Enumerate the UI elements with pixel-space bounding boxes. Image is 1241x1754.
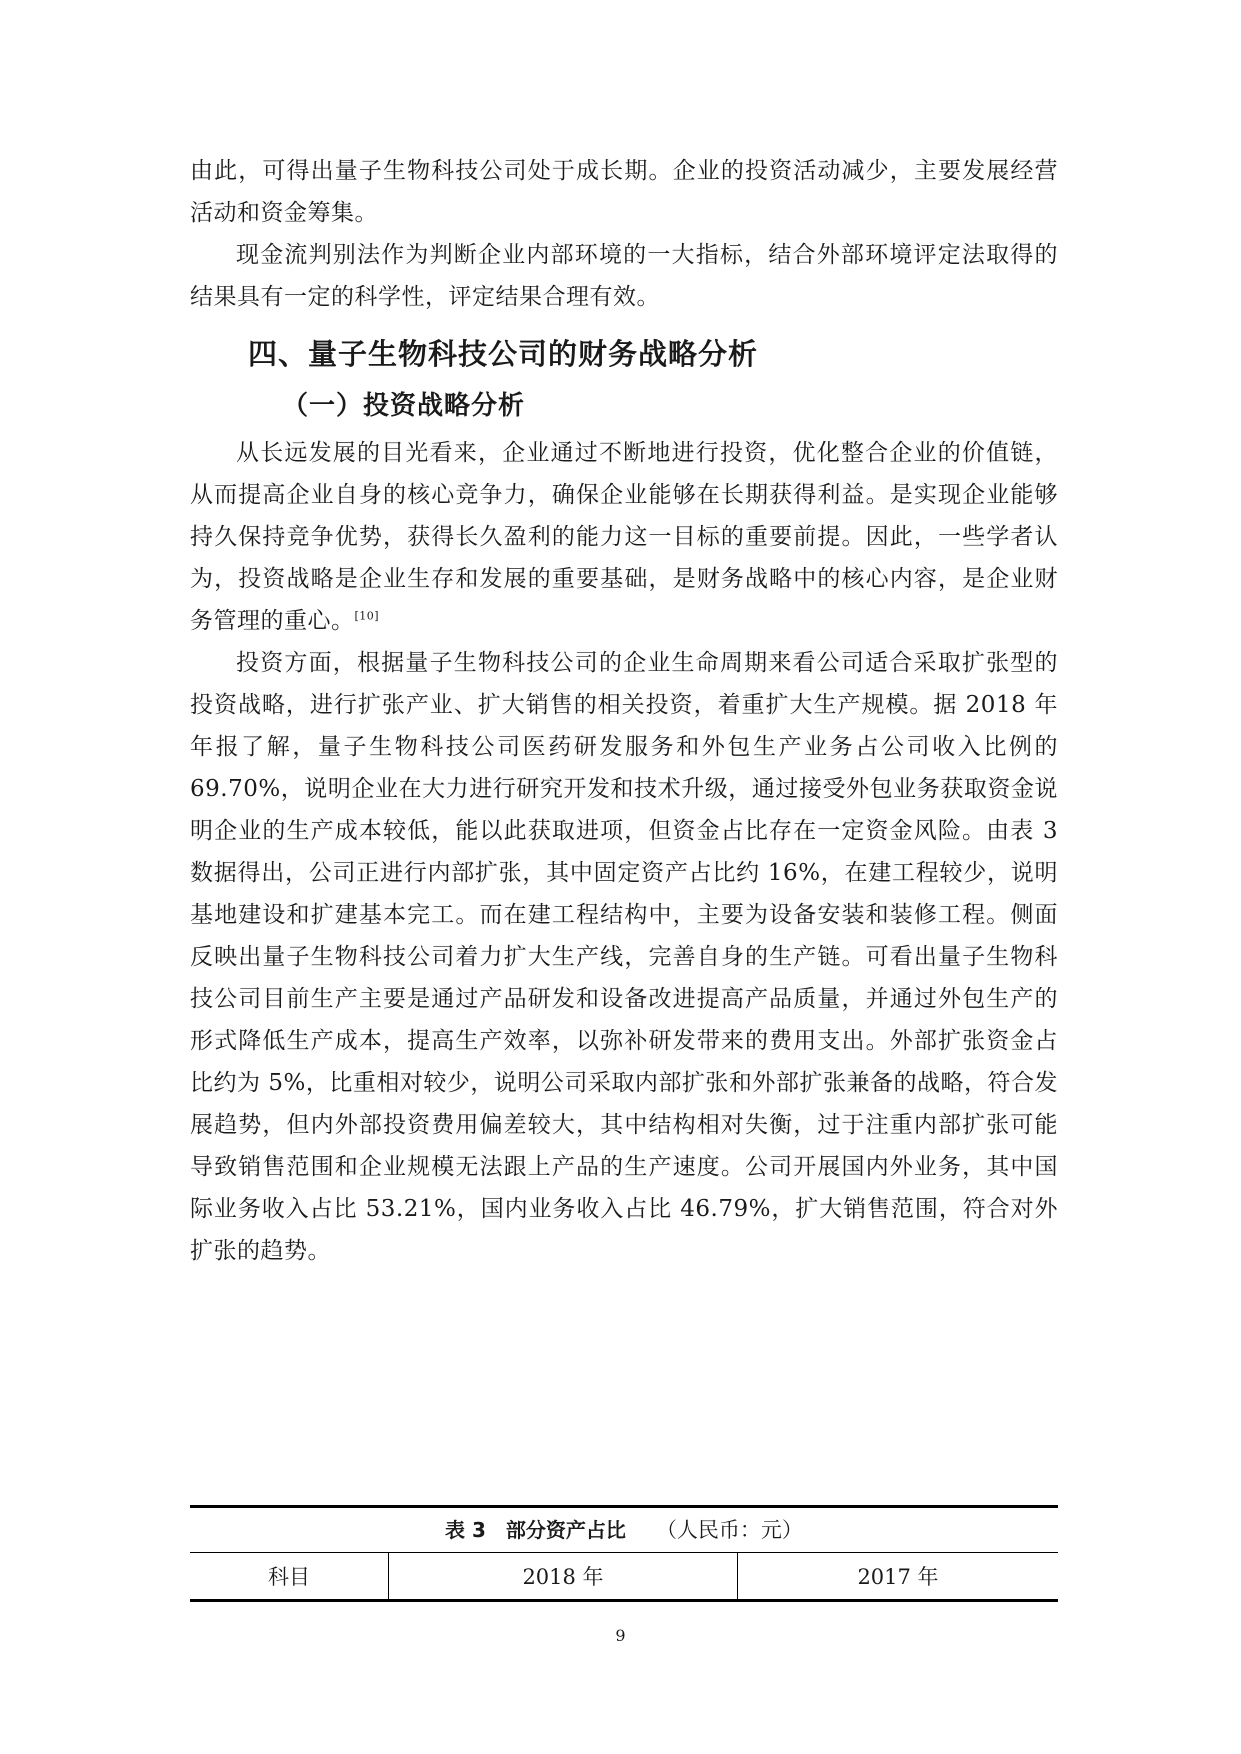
subsection-heading: （一）投资战略分析 [282,391,526,421]
table-grid [190,1553,1058,1602]
table-header-subject: 科目 [190,1553,389,1601]
table-caption-unit: （人民币：元） [655,1518,803,1542]
asset-ratio-table [190,1505,1058,1602]
paragraph-investment-importance [190,432,1058,642]
paragraph-investment-importance-text: 从长远发展的目光看来，企业通过不断地进行投资，优化整合企业的价值链，从而提高企业自身的核心竞争力，确保企业能够在长期获得利益。是实现企业能够持久保持竞争优势，获得长久盈利的能力这一目标的重要前提。因此，一些学者认为，投资战略是企业生存和发展的重要基础，是财务战略中的核心内容，是企业财务管理的重心。 [190,440,1058,634]
document-body [190,150,1058,1272]
table-header-2018: 2018 年 [389,1553,738,1601]
section-heading: 四、量子生物科技公司的财务战略分析 [248,337,759,371]
table-caption-label: 表 3 部分资产占比 [445,1518,626,1542]
page-number: 9 [615,1626,626,1645]
citation-marker: [10] [354,609,380,623]
paragraph-cashflow-method: 现金流判别法作为判断企业内部环境的一大指标，结合外部环境评定法取得的结果具有一定的科学性，评定结果合理有效。 [190,242,1058,310]
table-caption [190,1508,1058,1553]
paragraph-investment-analysis: 投资方面，根据量子生物科技公司的企业生命周期来看公司适合采取扩张型的投资战略，进行扩张产业、扩大销售的相关投资，着重扩大生产规模。据 2018 年年报了解，量子生物科技公司医药研发服务和外包生产业务占公司收入比例的 69.70%，说明企业在大力进行研究开发和技术升级，通过接受外包业务获取资金说明企业的生产成本较低，能以此获取进项，但资金占比存在一定资金风险。由表 3 数据得出，公司正进行内部扩张，其中固定资产占比约 16%，在建工程较少，说明基地建设和扩建基本完工。而在建工程结构中，主要为设备安装和装修工程。侧面反映出量子生物科技公司着力扩大生产线，完善自身的生产链。可看出量子生物科技公司目前生产主要是通过产品研发和设备改进提高产品质量，并通过外包生产的形式降低生产成本，提高生产效率，以弥补研发带来的费用支出。外部扩张资金占比约为 5%，比重相对较少，说明公司采取内部扩张和外部扩张兼备的战略，符合发展趋势，但内外部投资费用偏差较大，其中结构相对失衡，过于注重内部扩张可能导致销售范围和企业规模无法跟上产品的生产速度。公司开展国内外业务，其中国际业务收入占比 53.21%，国内业务收入占比 46.79%，扩大销售范围，符合对外扩张的趋势。 [190,650,1058,1264]
table-header-row [190,1553,1058,1601]
paragraph-growth-stage: 由此，可得出量子生物科技公司处于成长期。企业的投资活动减少，主要发展经营活动和资金筹集。 [190,158,1058,226]
table-header-2017: 2017 年 [738,1553,1059,1601]
